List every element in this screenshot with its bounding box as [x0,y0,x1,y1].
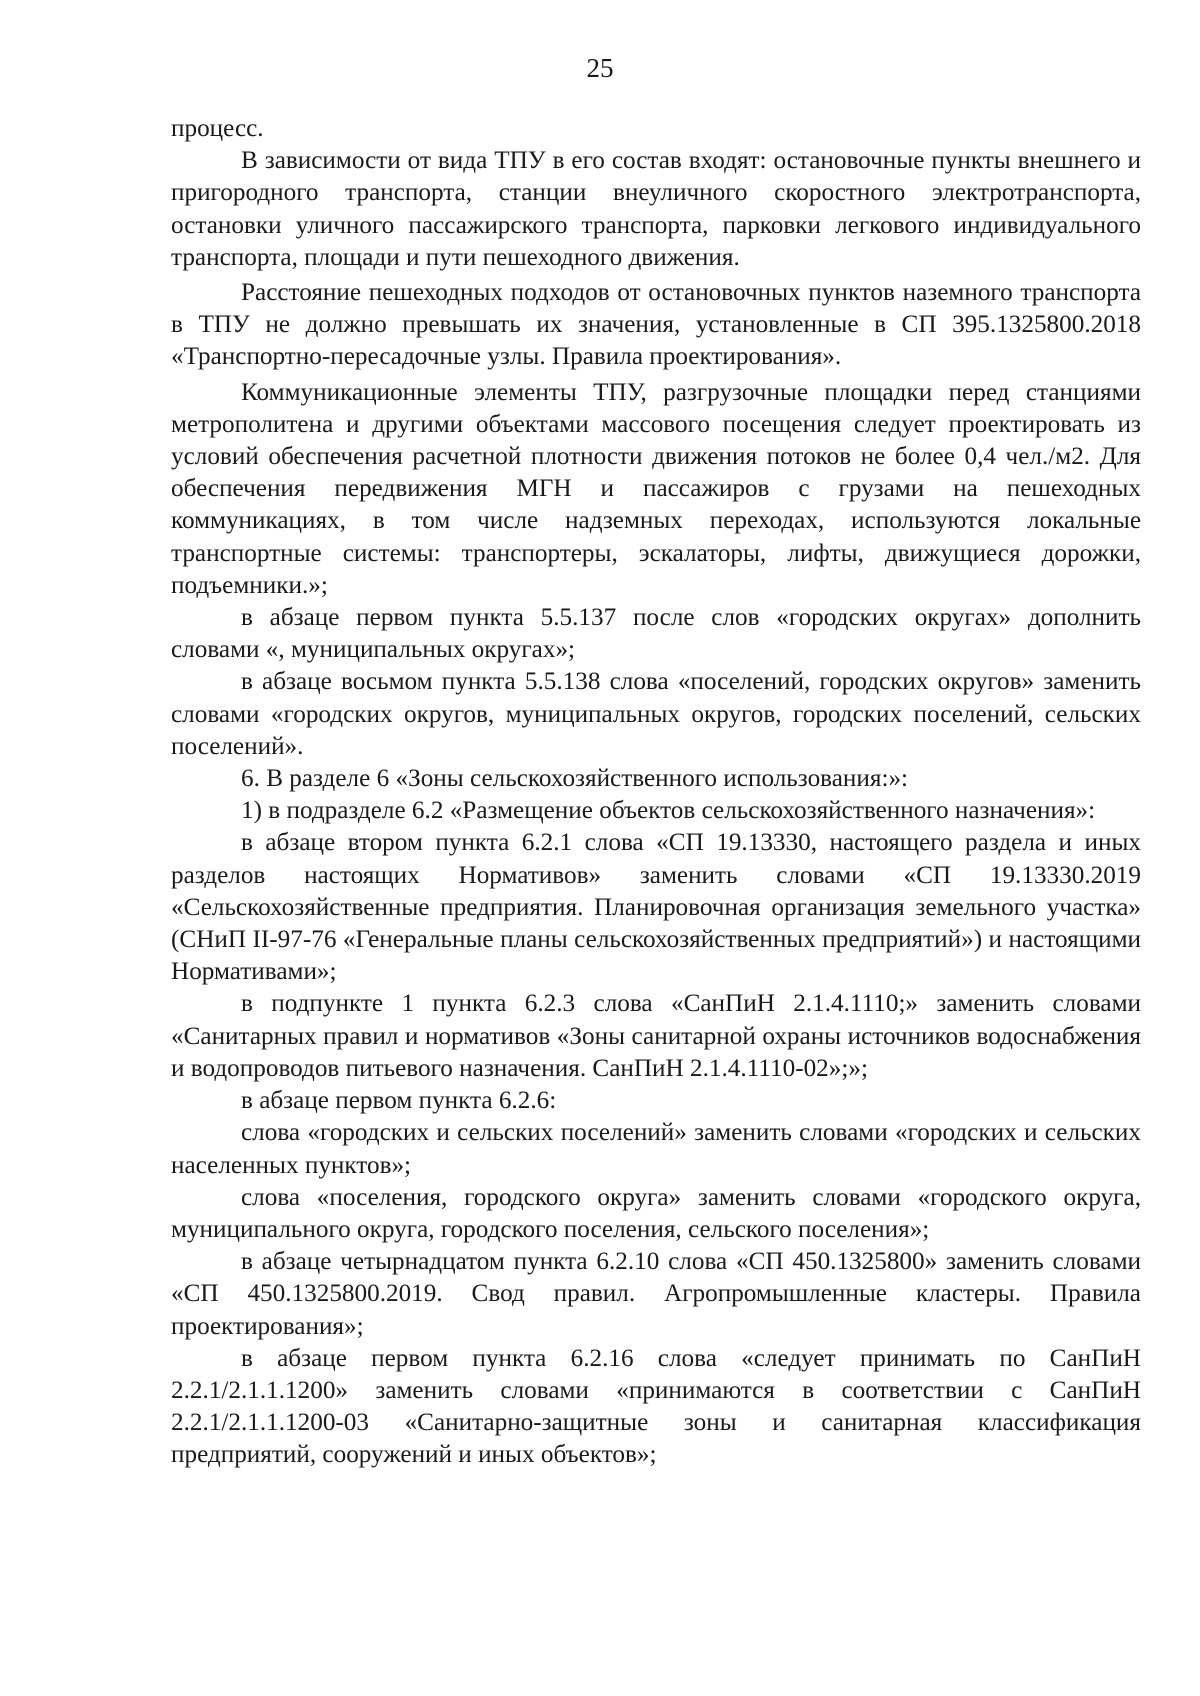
paragraph: слова «поселения, городского округа» заменить словами «городского округа, муниципального округа, городского поселения, сельского поселения»; [171,1183,1141,1243]
paragraph: В зависимости от вида ТПУ в его состав входят: остановочные пункты внешнего и пригородного транспорта, станции внеуличного скоростного электротранспорта, остановки уличного пассажирского транспорта, парковки легкового индивидуального транспорта, площади и пути пешеходного движения. [171,147,1141,271]
paragraph: в абзаце восьмом пункта 5.5.138 слова «поселений, городских округов» заменить словами «городских округов, муниципальных округов, городских поселений, сельских поселений». [171,668,1141,760]
paragraph: в абзаце первом пункта 6.2.6: [241,1087,557,1115]
paragraph: в абзаце втором пункта 6.2.1 слова «СП 19.13330, настоящего раздела и иных разделов настоящих Нормативов» заменить словами «СП 19.13330.2019 «Сельскохозяйственные предприятия. Планировочная организация земельного участка» (СНиП II-97-76 «Генеральные планы сельскохозяйственных предприятий») и настоящими Нормативами»; [171,829,1141,986]
paragraph: Расстояние пешеходных подходов от остановочных пунктов наземного транспорта в ТПУ не должно превышать их значения, установленные в СП 395.1325800.2018 «Транспортно-пересадочные узлы. Правила проектирования». [171,279,1141,371]
paragraph: в подпункте 1 пункта 6.2.3 слова «СанПиН 2.1.4.1110;» заменить словами «Санитарных правил и нормативов «Зоны санитарной охраны источников водоснабжения и водопроводов питьевого назначения. СанПиН 2.1.4.1110-02»;»; [171,990,1141,1082]
page-number: 25 [586,53,614,83]
document-body [171,113,1141,1472]
paragraph: в абзаце четырнадцатом пункта 6.2.10 слова «СП 450.1325800» заменить словами «СП 450.1325800.2019. Свод правил. Агропромышленные кластеры. Правила проектирования»; [171,1248,1141,1340]
paragraph: в абзаце первом пункта 6.2.16 слова «следует принимать по СанПиН 2.2.1/2.1.1.1200» заменить словами «принимаются в соответствии с СанПиН 2.2.1/2.1.1.1200-03 «Санитарно-защитные зоны и санитарная классификация предприятий, сооружений и иных объектов»; [171,1344,1141,1469]
paragraph: 1) в подразделе 6.2 «Размещение объектов сельскохозяйственного назначения»: [241,797,1096,825]
paragraph: слова «городских и сельских поселений» заменить словами «городских и сельских населенных пунктов»; [171,1119,1141,1179]
paragraph: 6. В разделе 6 «Зоны сельскохозяйственного использования:»: [241,765,909,793]
paragraph: в абзаце первом пункта 5.5.137 после слов «городских округах» дополнить словами «, муниципальных округах»; [171,604,1141,664]
paragraph: процесс. [171,115,264,142]
paragraph: Коммуникационные элементы ТПУ, разгрузочные площадки перед станциями метрополитена и другими объектами массового посещения следует проектировать из условий обеспечения расчетной плотности движения потоков не более 0,4 чел./м2. Для обеспечения передвижения МГН и пассажиров с грузами на пешеходных коммуникациях, в том числе надземных переходах, используются локальные транспортные системы: транспортеры, эскалаторы, лифты, движущиеся дорожки, подъемники.»; [171,378,1141,599]
